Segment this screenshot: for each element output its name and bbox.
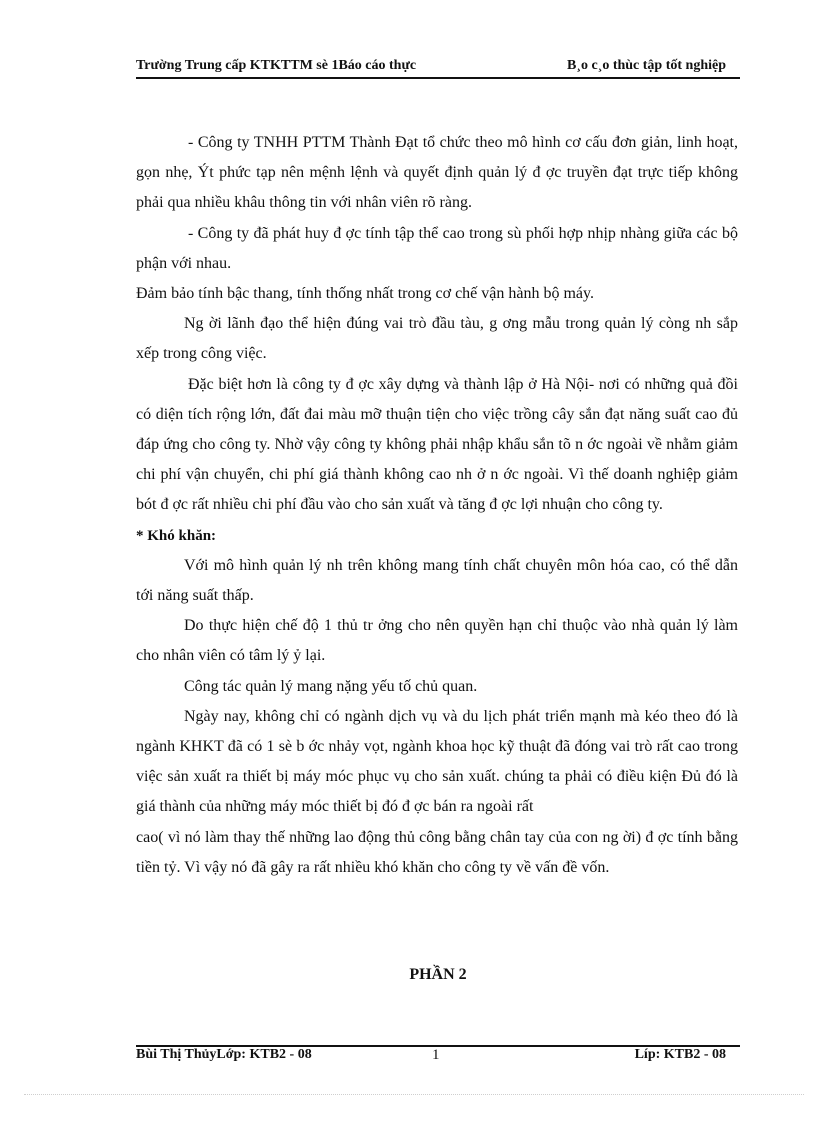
paragraph-model-limitation: Với mô hình quản lý nh trên không mang tính chất chuyên môn hóa cao, có thể dẫn tới năng suất thấp. xyxy=(136,556,738,605)
paragraph-structure: - Công ty TNHH PTTM Thành Đạt tổ chức theo mô hình cơ cấu đơn giản, linh hoạt, gọn nhẹ, Ýt phức tạp nên mệnh lệnh và quyết định quản lý đ ợc truyền đạt trực tiếp không phải qua nhiều khâu thông tin với nhân viên rõ ràng. xyxy=(136,134,738,212)
page-header xyxy=(136,58,740,78)
footer-author: Bùi Thị ThủyLớp: KTB2 - 08 xyxy=(136,1047,312,1062)
header-school-name: Trường Trung cấp KTKTTM sè 1Báo cáo thực xyxy=(136,58,417,73)
header-divider xyxy=(136,77,740,79)
section-title: PHẦN 2 xyxy=(409,966,467,983)
document-body xyxy=(136,128,738,883)
page-footer xyxy=(136,1047,740,1067)
paragraph-collective: - Công ty đã phát huy đ ợc tính tập thể cao trong sù phối hợp nhịp nhàng giữa các bộ phận với nhau. xyxy=(136,224,738,272)
paragraph-technology: Ngày nay, không chỉ có ngành dịch vụ và du lịch phát triển mạnh mà kéo theo đó là ngành KHKT đã có 1 sè b ớc nhảy vọt, ngành khoa học kỹ thuật đã đóng vai trò rất cao trong việc sản xuất ra thiết bị máy móc phục vụ cho sản xuất. chúng ta phải có điều kiện Đủ đó là giá thành của những máy móc thiết bị đó đ ợc bán ra ngoài rất xyxy=(136,707,738,816)
page-number: 1 xyxy=(432,1047,440,1063)
paragraph-single-manager: Do thực hiện chế độ 1 thủ tr ởng cho nên quyền hạn chỉ thuộc vào nhà quản lý làm cho nhân viên có tâm lý ỷ lại. xyxy=(136,617,738,665)
paragraph-location-advantage: Đặc biệt hơn là công ty đ ợc xây dựng và thành lập ở Hà Nội- nơi có những quả đồi có diện tích rộng lớn, đất đai màu mỡ thuận tiện cho việc trồng cây sắn đạt năng suất cao đủ đáp ứng cho công ty. Nhờ vậy công ty không phải nhập khẩu sắn tõ n ớc ngoài về nhằm giảm chi phí vận chuyển, chi phí giá thành không cao nh ở n ớc ngoài. Vì thế doanh nghiệp giảm bót đ ợc rất nhiều chi phí đầu vào cho sản xuất và tăng đ ợc lợi nhuận cho công ty. xyxy=(136,375,738,514)
footer-class: Líp: KTB2 - 08 xyxy=(634,1047,726,1062)
header-report-title: B¸o c¸o thùc tập tốt nghiệp xyxy=(566,58,726,73)
paragraph-hierarchy: Đảm bảo tính bậc thang, tính thống nhất trong cơ chế vận hành bộ máy. xyxy=(136,285,594,303)
difficulties-heading: * Khó khăn: xyxy=(136,527,217,544)
paragraph-capital: cao( vì nó làm thay thế những lao động thủ công bằng chân tay của con ng ời) đ ợc tính bằng tiền tỷ. Vì vậy nó đã gây ra rất nhiều khó khăn cho công ty về vấn đề vốn. xyxy=(136,828,738,876)
paragraph-leadership: Ng ời lãnh đạo thể hiện đúng vai trò đầu tàu, g ơng mẫu trong quản lý còng nh sắp xếp trong công việc. xyxy=(136,315,738,363)
paragraph-subjective-management: Công tác quản lý mang nặng yếu tố chủ quan. xyxy=(184,677,478,695)
page-bottom-edge xyxy=(24,1094,804,1095)
